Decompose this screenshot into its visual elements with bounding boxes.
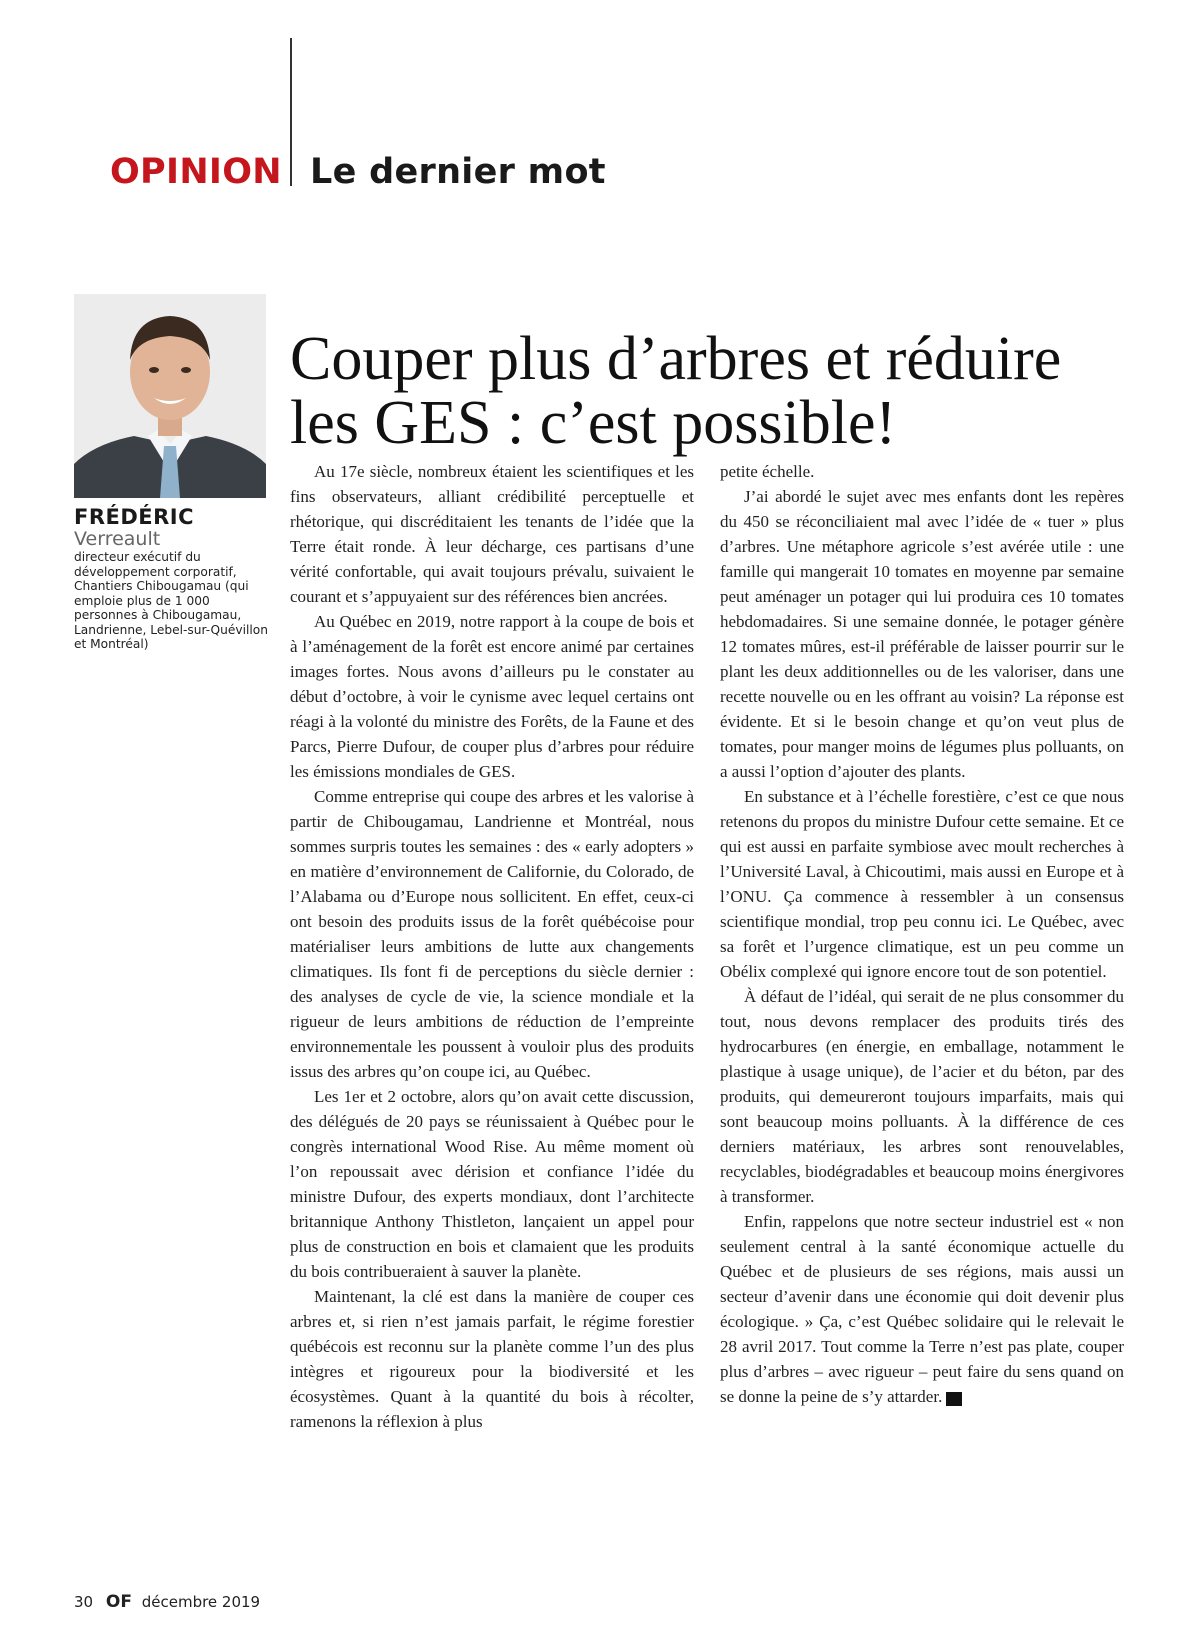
- article-headline: [290, 324, 1150, 457]
- paragraph: Au Québec en 2019, notre rapport à la coupe de bois et à l’aménagement de la forêt est encore animé par certaines images fortes. Nous avons d’ailleurs pu le constater au début d’octobre, à voir le cynisme avec lequel certains ont réagi à la volonté du ministre des Forêts, de la Faune et des Parcs, Pierre Dufour, de couper plus d’arbres pour réduire les émissions mondiales de GES.: [290, 612, 694, 781]
- paragraph-text: Enfin, rappelons que notre secteur industriel est « non seulement central à la santé économique actuelle du Québec et de plusieurs de ses régions, mais aussi un secteur d’avenir dans une économie qui doit devenir plus écologique. » Ça, c’est Québec solidaire qui le relevait le 28 avril 2017. Tout comme la Terre n’est pas plate, couper plus d’arbres – avec rigueur – peut faire du sens quand on se donne la peine de s’y attarder.: [720, 1212, 1124, 1406]
- page-number: 30: [74, 1593, 94, 1611]
- paragraph: J’ai abordé le sujet avec mes enfants dont les repères du 450 se réconciliaient mal avec l’idée de « tuer » plus d’arbres. Une métaphore agricole s’est avérée utile : une famille qui mangerait 10 tomates en moyenne par semaine peut aménager un potager qui lui produira ces 10 tomates hebdomadaires. Si une semaine donnée, le potager génère 12 tomates mûres, est-il préférable de laisser pourrir sur le plant les deux additionnelles ou de les valoriser, dans une recette nouvelle ou en les offrant au voisin? La réponse est évidente. Et si le besoin change et qu’on veut plus de tomates, pour manger moins de légumes plus polluants, on a aussi l’option d’ajouter des plants.: [720, 487, 1124, 781]
- section-label: OPINION: [110, 152, 282, 192]
- end-mark-icon: OF: [946, 1392, 962, 1406]
- paragraph: Maintenant, la clé est dans la manière de couper ces arbres et, si rien n’est jamais parfait, le régime forestier québécois est reconnu sur la planète comme l’un des plus intègres et rigoureux pour la biodiversité et les écosystèmes. Quant à la quantité du bois à récolter, ramenons la réflexion à plus: [290, 1287, 694, 1431]
- author-last-name: Verreault: [74, 528, 161, 550]
- headline-line-1: Couper plus d’arbres et réduire: [290, 324, 1062, 393]
- subsection-label: Le dernier mot: [310, 152, 606, 192]
- author-role: directeur exécutif du développement corporatif, Chantiers Chibougamau (qui emploie plus de 1 000 personnes à Chibougamau, Landrienne, Lebel-sur-Quévillon et Montréal): [74, 550, 268, 651]
- magazine-brand: OF: [105, 1592, 132, 1612]
- paragraph: Au 17e siècle, nombreux étaient les scientifiques et les fins observateurs, alliant crédibilité perceptuelle et rhétorique, qui discréditaient les tenants de l’idée que la Terre était ronde. À leur décharge, ces partisans d’une vérité confortable, qui avait toujours prévalu, suivaient le courant et s’appuyaient sur des références bien ancrées.: [290, 462, 694, 606]
- issue-date: décembre 2019: [141, 1593, 261, 1611]
- paragraph: En substance et à l’échelle forestière, c’est ce que nous retenons du propos du ministre Dufour cette semaine. Et ce qui est aussi en parfaite symbiose avec moult recherches à l’Université Laval, à Chicoutimi, mais aussi en Europe et à l’ONU. Ça commence à ressembler à un consensus scientifique mondial, trop peu connu ici. Le Québec, avec sa forêt et l’urgence climatique, est un peu comme un Obélix complexé qui ignore encore tout de son potentiel.: [720, 787, 1124, 981]
- article-column-left: [290, 459, 694, 1434]
- author-photo: [74, 294, 266, 498]
- article-column-right: [720, 459, 1124, 1409]
- paragraph: À défaut de l’idéal, qui serait de ne plus consommer du tout, nous devons remplacer des produits tirés des hydrocarbures (en énergie, en emballage, notamment le plastique à usage unique), de l’acier et du béton, par des produits, qui demeureront toujours imparfaits, mais qui sont beaucoup moins polluants. À la différence de ces derniers matériaux, les arbres sont renouvelables, recyclables, biodégradables et beaucoup moins énergivores à transformer.: [720, 987, 1124, 1206]
- paragraph: Comme entreprise qui coupe des arbres et les valorise à partir de Chibougamau, Landrienne et Montréal, nous sommes surpris toutes les semaines : des « early adopters » en matière d’environnement de Californie, du Colorado, de l’Alabama ou d’Europe nous sollicitent. En effet, ceux-ci ont besoin des produits issus de la forêt québécoise pour matérialiser leurs ambitions de lutte aux changements climatiques. Ils font fi de perceptions du siècle dernier : des analyses de cycle de vie, la science mondiale et la rigueur de leurs ambitions de réduction de l’empreinte environnementale les poussent à vouloir plus des produits issus des arbres qu’on coupe ici, au Québec.: [290, 787, 694, 1081]
- header-divider: [290, 38, 292, 186]
- headline-line-2: les GES : c’est possible!: [290, 388, 897, 457]
- author-first-name: FRÉDÉRIC: [74, 505, 195, 529]
- page-footer: [74, 1592, 260, 1612]
- author-block: [74, 505, 274, 652]
- paragraph-continuation: petite échelle.: [720, 462, 815, 481]
- paragraph: Les 1er et 2 octobre, alors qu’on avait cette discussion, des délégués de 20 pays se réunissaient à Québec pour le congrès international Wood Rise. Au même moment où l’on repoussait avec dérision et confiance l’idée du ministre Dufour, des experts mondiaux, dont l’architecte britannique Anthony Thistleton, lançaient un appel pour plus de construction en bois et clamaient que les produits du bois contribueraient à sauver la planète.: [290, 1087, 694, 1281]
- paragraph: [720, 1209, 1124, 1409]
